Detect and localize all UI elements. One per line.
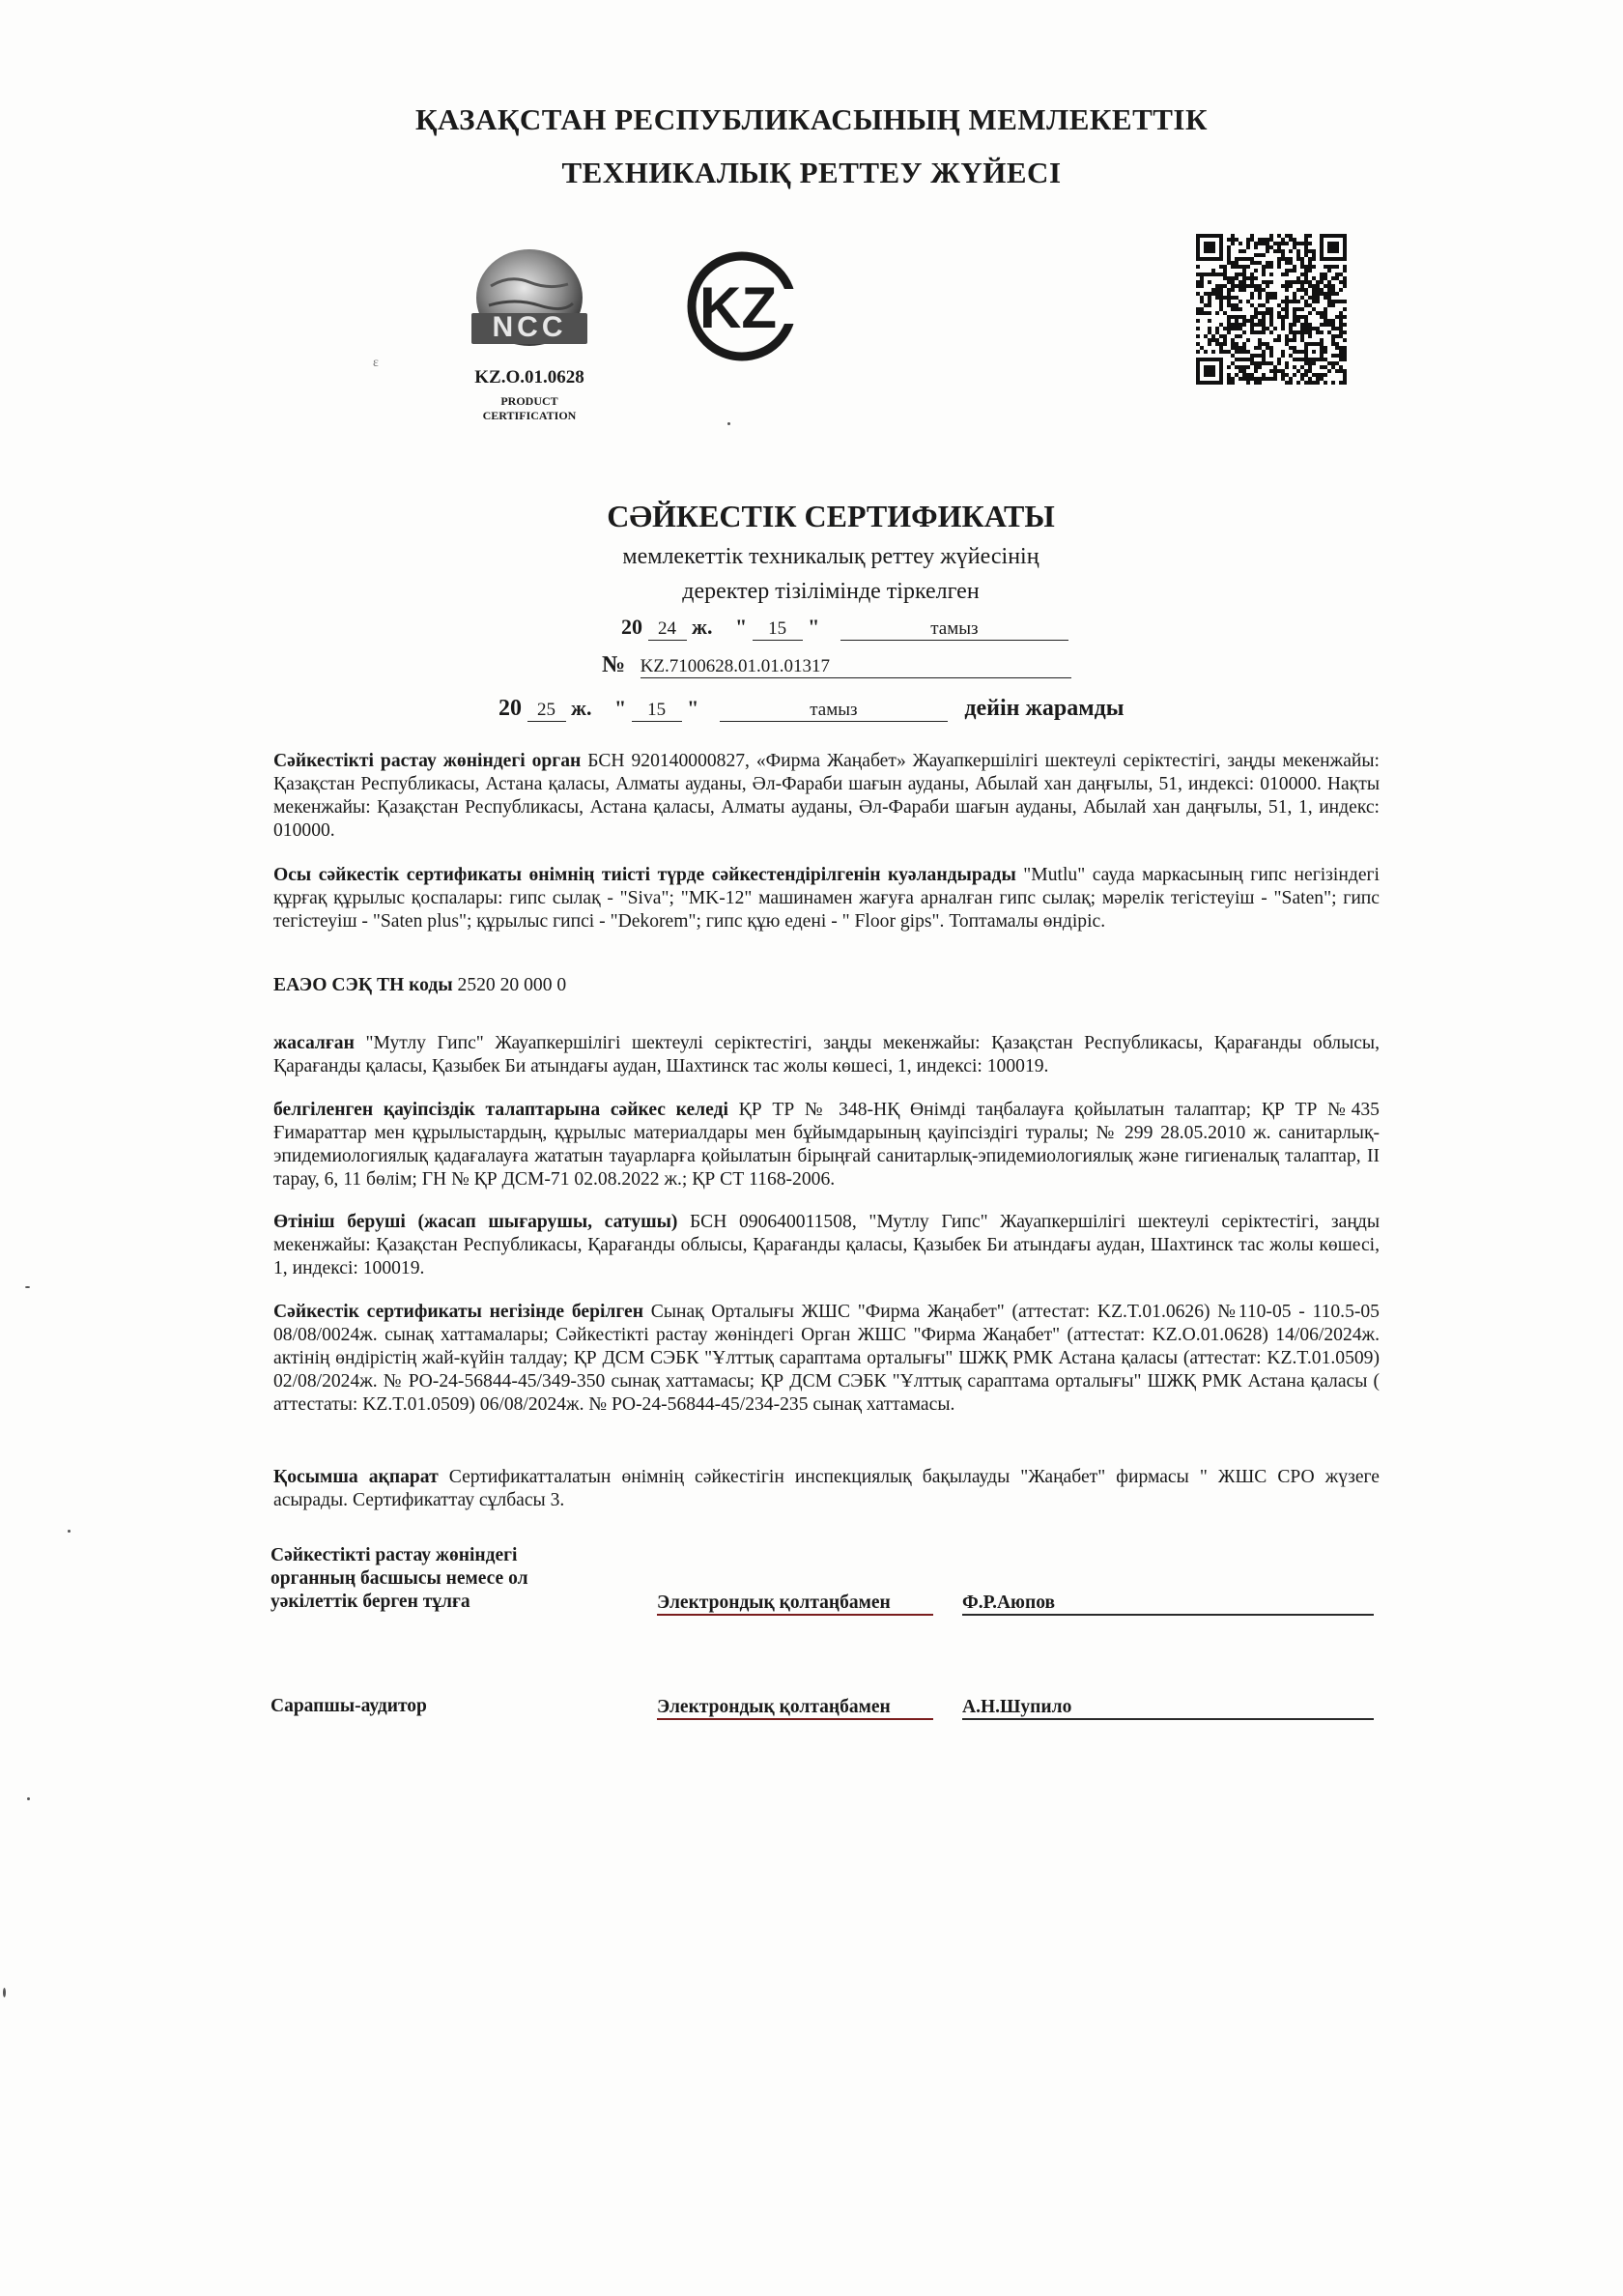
kz-mark-text: KZ	[699, 275, 777, 340]
scan-mark: ɛ	[373, 356, 379, 370]
valid-quote-close: "	[687, 696, 699, 720]
head-signatory-label	[270, 1544, 528, 1614]
section-label: жасалған	[273, 1033, 355, 1053]
globe-icon	[462, 247, 597, 363]
certificate-number: KZ.7100628.01.01.01317	[641, 656, 1071, 678]
head-signature-method: Электрондық қолтаңбамен	[657, 1593, 933, 1616]
issue-year-suffix: ж.	[692, 615, 713, 639]
header-line-1: ҚАЗАҚСТАН РЕСПУБЛИКАСЫНЫҢ МЕМЛЕКЕТТІК	[415, 102, 1208, 136]
issue-day: 15	[753, 618, 803, 641]
scan-speck	[68, 1530, 71, 1533]
valid-century: 20	[498, 696, 522, 721]
ncc-caption-1: PRODUCT	[500, 394, 558, 408]
issue-quote-close: "	[808, 615, 820, 639]
section-hs-code	[273, 974, 1380, 997]
section-text: ҚР ТР № 348-НҚ Өнімді таңбалауға қойылатын талаптар; ҚР ТР №435 Ғимараттар мен құрылыстардың, құрылыс материалдары мен бұйымдарының қауіпсіздігі туралы; № 299 28.05.2010 ж. санитарлық-эпидемиологиялық қадағалауға жататын тауарларға қойылатын бірыңғай санитарлық-эпидемиологиялық және гигиеналық талаптар, II тарау, 6, 11 бөлім; ГН № ҚР ДСМ-71 02.08.2022 ж.; ҚР СТ 1168-2006.	[273, 1100, 1380, 1190]
expert-name: А.Н.Шупило	[962, 1697, 1374, 1720]
section-text: Сынақ Орталығы ЖШС "Фирма Жаңабет" (аттестат: KZ.T.01.0626) №110-05 - 110.5-05 08/08/0024ж. сынақ хаттамалары; Сәйкестікті растау жөніндегі Орган ЖШС "Фирма Жаңабет" (аттестат: KZ.O.01.0628) 14/06/2024ж. актінің өндірістің жай-күйін талдау; ҚР ДСМ СЭБК "Ұлттық сараптама орталығы" ШЖҚ РМК Астана қаласы (аттестат: KZ.T.01.0509) 02/08/2024ж. № PO-24-56844-45/349-350 сынақ хаттамасы; ҚР ДСМ СЭБК "Ұлттық сараптама орталығы" ШЖҚ РМК Астана қаласы ( аттестаты: KZ.T.01.0509) 06/08/2024ж. № PO-24-56844-45/234-235 сынақ хаттамасы.	[273, 1302, 1380, 1415]
scan-speck	[27, 1797, 30, 1800]
section-certification-body	[273, 750, 1380, 843]
valid-quote-open: "	[613, 696, 627, 720]
section-text: "Мутлу Гипс" Жауапкершілігі шектеулі серіктестігі, заңды мекенжайы: Қазақстан Республикасы, Қарағанды облысы, Қарағанды қаласы, Қазыбек Би атындағы аудан, Шахтинск тас жолы көшесі, 1, индексі: 100019.	[273, 1033, 1380, 1076]
section-label: белгіленген қауіпсіздік талаптарына сәйкес келеді	[273, 1100, 728, 1120]
kz-conformity-mark-icon	[682, 246, 806, 368]
qr-code	[1196, 234, 1347, 385]
section-basis	[273, 1301, 1380, 1417]
certificate-title: СӘЙКЕСТІК СЕРТИФИКАТЫ	[607, 499, 1055, 533]
section-product	[273, 864, 1380, 933]
issue-century: 20	[621, 615, 642, 639]
ncc-code: KZ.O.01.0628	[474, 367, 584, 387]
section-text: Сертификатталатын өнімнің сәйкестігін инспекциялық бақылауды "Жаңабет" фирмасы " ЖШС СРО жүзеге асырады. Сертификаттау сұлбасы 3.	[273, 1467, 1380, 1510]
section-text: БСН 090640011508, "Мутлу Гипс" Жауапкершілігі шектеулі серіктестігі, заңды мекенжайы: Қазақстан Республикасы, Қарағанды облысы, Қарағанды қаласы, Қазыбек Би атындағы аудан, Шахтинск тас жолы көшесі, 1, индексі: 100019.	[273, 1212, 1380, 1278]
scan-speck	[3, 1988, 6, 1997]
section-applicant	[273, 1211, 1380, 1280]
section-additional-info	[273, 1466, 1380, 1512]
ncc-logo-text: NCC	[492, 311, 567, 343]
valid-year: 25	[527, 700, 566, 722]
scan-speck	[727, 422, 730, 425]
expert-signature-method: Электрондық қолтаңбамен	[657, 1697, 933, 1720]
head-label-line-2: органның басшысы немесе ол	[270, 1568, 528, 1589]
head-label-line-1: Сәйкестікті растау жөніндегі	[270, 1545, 518, 1565]
section-label: Осы сәйкестік сертификаты өнімнің тиісті түрде сәйкестендірілгенін куәландырады	[273, 865, 1016, 885]
title-subline-2: деректер тізілімінде тіркелген	[682, 579, 980, 604]
section-safety-requirements	[273, 1099, 1380, 1191]
issue-quote-open: "	[734, 615, 748, 639]
header-line-2: ТЕХНИКАЛЫҚ РЕТТЕУ ЖҮЙЕСІ	[561, 156, 1062, 189]
valid-day: 15	[632, 700, 682, 722]
certificate-number-row	[602, 652, 1071, 678]
expert-auditor-label: Сарапшы-аудитор	[270, 1696, 427, 1716]
valid-year-suffix: ж.	[571, 696, 592, 720]
valid-suffix: дейін жарамды	[964, 696, 1125, 721]
section-label: Қосымша ақпарат	[273, 1467, 439, 1487]
number-label: №	[602, 652, 626, 677]
section-label: ЕАЭО СЭҚ ТН коды	[273, 975, 453, 995]
head-label-line-3: уәкілеттік берген тұлға	[270, 1592, 470, 1612]
valid-month: тамыз	[720, 700, 948, 722]
title-subline-1: мемлекеттік техникалық реттеу жүйесінің	[622, 544, 1039, 569]
section-label: Сәйкестікті растау жөніндегі орган	[273, 751, 582, 771]
section-text: 2520 20 000 0	[452, 975, 567, 995]
ncc-logo	[462, 247, 597, 363]
scan-speck	[25, 1286, 30, 1288]
section-label: Өтініш беруші (жасап шығарушы, сатушы)	[273, 1212, 678, 1232]
issue-year: 24	[648, 618, 687, 641]
issue-date-row	[621, 615, 1068, 641]
ncc-caption-2: CERTIFICATION	[482, 409, 577, 422]
head-signatory-name: Ф.Р.Аюпов	[962, 1593, 1374, 1616]
section-text: БСН 920140000827, «Фирма Жаңабет» Жауапкершілігі шектеулі серіктестігі, заңды мекенжайы: Қазақстан Республикасы, Астана қаласы, Алматы ауданы, Әл-Фараби шағын ауданы, Абылай хан даңғылы, 51, индексі: 010000. Нақты мекенжайы: Қазақстан Республикасы, Астана қаласы, Алматы ауданы, Әл-Фараби шағын ауданы, Абылай хан даңғылы, 51, 1, индекс: 010000.	[273, 751, 1380, 841]
issue-month: тамыз	[840, 618, 1068, 641]
section-text: "Mutlu" сауда маркасының гипс негізіндегі құрғақ құрылыс қоспалары: гипс сылақ - "Siva"; "MK-12" машинамен жағуға арналған гипс сылақ; мәрелік тегістеуіш - "Saten"; гипс тегістеуіш - "Saten plus"; құрылыс гипсі - "Dekorem"; гипс құю едені - " Floor gips". Топтамалы өндіріс.	[273, 865, 1380, 932]
section-label: Сәйкестік сертификаты негізінде берілген	[273, 1302, 644, 1322]
section-manufacturer	[273, 1032, 1380, 1078]
valid-date-row	[498, 696, 1124, 722]
